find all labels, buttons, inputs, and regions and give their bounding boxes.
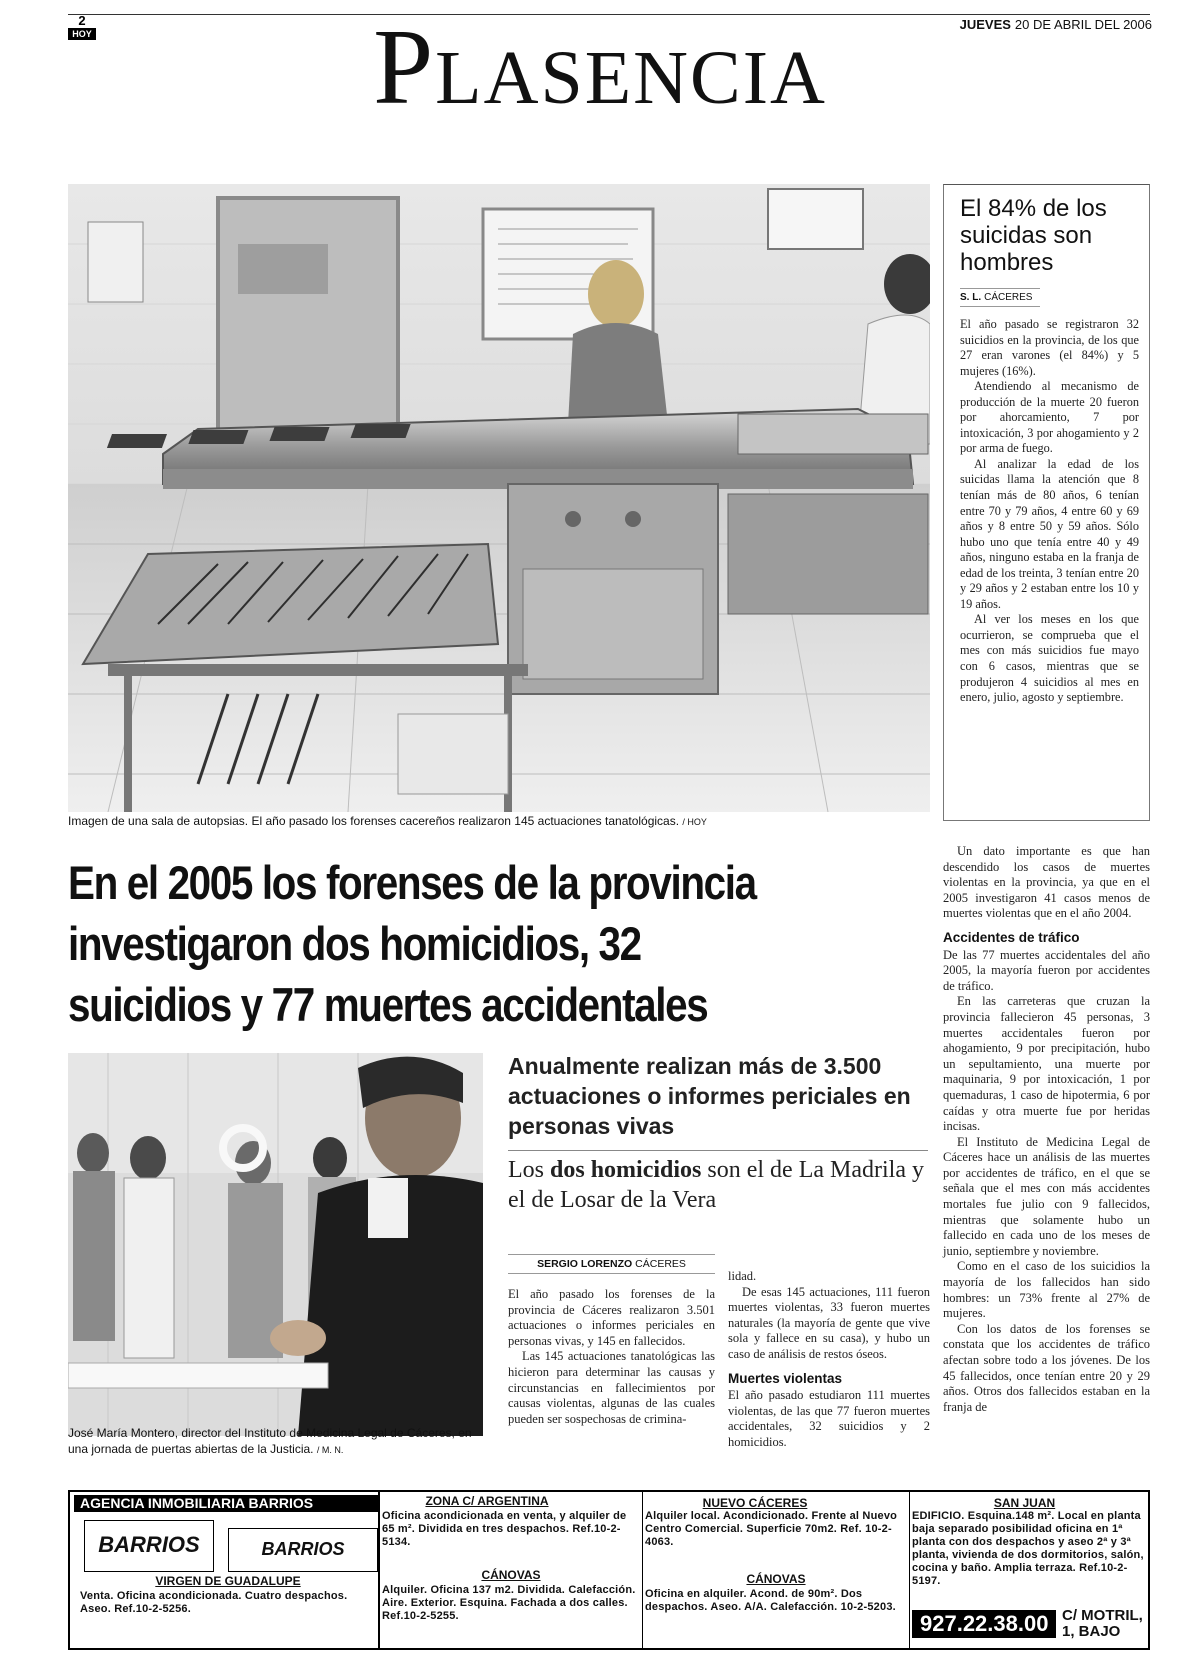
sidebar-body (960, 317, 1139, 706)
article-paragraph: Las 145 actuaciones tanatológicas las hicieron para determinar las causas y circunstancias en fallecimientos por causas violentas, algunas de las cuales pueden ser sospechosas de crimina- (508, 1349, 715, 1426)
ad-zone-heading: CÁNOVAS (746, 1572, 806, 1586)
ad-logo (84, 1520, 214, 1572)
subhead2-post: son el de La Madrila y el de Losar de la Vera (508, 1157, 924, 1213)
photo1-caption (68, 813, 930, 830)
sidebar-paragraph: El año pasado se registraron 32 suicidios en la provincia, de los que 27 eran varones (el 84%) y 5 mujeres (16%). (960, 317, 1139, 378)
ad-listing: Alquiler. Oficina 137 m2. Dividida. Calefacción. Aire. Exterior. Esquina. Fachada a dos calles. Ref.10-2-5255. (382, 1584, 636, 1622)
article-byline (508, 1254, 715, 1274)
masthead-rest: LASENCIA (435, 36, 827, 120)
sidebar-paragraph: Al ver los meses en los que ocurrieron, se comprueba que el mes con más suicidios fue mayo con 6 casos, mientras que se produjeron 4 suicidios al mes en enero, julio, agosto y septiembre. (960, 612, 1139, 705)
page-number: 2 (78, 13, 86, 28)
subhead2-pre: Los (508, 1157, 544, 1183)
masthead-initial: P (373, 8, 436, 127)
ad-zone-heading: VIRGEN DE GUADALUPE (155, 1574, 301, 1588)
photo1-caption-text: Imagen de una sala de autopsias. El año pasado los forenses cacereños realizaron 145 actuaciones tanatológicas. (68, 814, 680, 828)
subhead2-bold: dos homicidios (550, 1157, 702, 1183)
article-paragraph: El Instituto de Medicina Legal de Cáceres hace un análisis de las muertes por accidentes de tráfico, en el que se señala que el mes con más accidentes mortales fue julio con 9 fallecidos, mientras que solamente hubo un fallecido en cada uno de los meses de junio, septiembre y noviembre. (943, 1134, 1150, 1258)
autopsy-room-photo (68, 184, 930, 812)
sidebar-paragraph: Atendiendo al mecanismo de producción de la muerte 20 fueron por ahorcamiento, 7 por intoxicación, 3 por ahogamiento y 2 por arma de fuego. (960, 379, 1139, 456)
ad-divider (642, 1492, 643, 1650)
ad-listing: Oficina acondicionada en venta, y alquiler de 65 m². Dividida en tres despachos. Ref.10-2-5134. (382, 1510, 627, 1548)
subhead: Anualmente realizan más de 3.500 actuaciones o informes periciales en personas vivas (508, 1053, 911, 1139)
ad-zone-heading: NUEVO CÁCERES (702, 1496, 808, 1510)
sidebar-paragraph: Al analizar la edad de los suicidas llama la atención que 8 tenían más de 80 años, 6 tenían entre 70 y 79 años, 4 entre 60 y 69 años y 8 entre 50 y 59 años. Sólo hubo uno que tenía entre 40 y 49 años, ninguno estaba en la franja de edad de los treinta, 3 tenían entre 20 y 29 años y 2 estaban entre los 10 y 19 años. (960, 456, 1139, 611)
ad-logo-text: BARRIOS (261, 1539, 345, 1559)
photo2-caption-text: José María Montero, director del Instituto de Medicina Legal de Cáceres, en una jornada de puertas abiertas de la Justicia. (68, 1426, 472, 1456)
photo2-caption (68, 1425, 488, 1458)
photo2-credit: / M. N. (316, 1445, 344, 1455)
main-headline (68, 852, 808, 1035)
header-rule (68, 14, 1150, 15)
sidebar-box (943, 184, 1150, 821)
photo1-credit: / HOY (682, 817, 707, 827)
article-paragraph: El año pasado los forenses de la provincia de Cáceres realizaron 3.501 actuaciones o informes periciales en personas vivas, y 145 en fallecidos. (508, 1287, 715, 1348)
article-paragraph: El año pasado estudiaron 111 muertes violentas, de las que 77 fueron muertes accidentales, 32 suicidios y 2 homicidios. (728, 1388, 930, 1449)
headline-line: investigaron dos homicidios, 32 (68, 917, 641, 970)
article-column-2 (728, 1269, 930, 1451)
article-paragraph: De esas 145 actuaciones, 111 fueron muertes violentas, 33 fueron muertes naturales (la mayoría de gente que vive sola y fallece en su casa), y hubo un caso de análisis de restos óseos. (728, 1284, 930, 1361)
subhead-rule (508, 1150, 928, 1151)
ad-title: AGENCIA INMOBILIARIA BARRIOS (74, 1495, 378, 1512)
sidebar-byline (960, 288, 1040, 307)
ad-phone: 927.22.38.00 (912, 1610, 1056, 1638)
ad-divider (378, 1492, 380, 1650)
ad-zone-heading: SAN JUAN (993, 1496, 1056, 1510)
article-column-3 (943, 844, 1150, 1415)
article-column-1 (508, 1287, 715, 1427)
article-byline-author: SERGIO LORENZO (537, 1258, 633, 1270)
dateline-day: JUEVES (959, 17, 1011, 32)
article-subheading: Accidentes de tráfico (943, 929, 1080, 945)
secondary-subhead (508, 1155, 938, 1215)
ad-logo-secondary (228, 1528, 378, 1572)
real-estate-ad (68, 1490, 1150, 1650)
article-paragraph: En las carreteras que cruzan la provincia fallecieron 45 personas, 3 muertes accidentales fueron por ahogamiento, 9 por precipitación, hubo un sepultamiento, una muerte por maquinaria, 9 por intoxicación, 1 por quemaduras, 1 caso de hipotermia, 6 por caídas y otra muerte fue por heridas incisas. (943, 994, 1150, 1134)
article-byline-place: CÁCERES (635, 1258, 686, 1270)
publication-tag: HOY (68, 28, 96, 40)
ad-address: C/ MOTRIL, 1, BAJO (1062, 1607, 1143, 1640)
ad-listing: Oficina en alquiler. Acond. de 90m². Dos despachos. Aseo. A/A. Calefacción. 10-2-5203. (645, 1588, 896, 1613)
ad-logo-text: BARRIOS (98, 1532, 200, 1557)
headline-line: En el 2005 los forenses de la provincia (68, 856, 756, 909)
ad-listing: Alquiler local. Acondicionado. Frente al Nuevo Centro Comercial. Superficie 70m2. Ref. 10-2-4063. (645, 1510, 898, 1548)
headline-line: suicidios y 77 muertes accidentales (68, 978, 708, 1031)
ad-listing: Venta. Oficina acondicionada. Cuatro despachos. Aseo. Ref.10-2-5256. (80, 1590, 348, 1615)
article-subheading: Muertes violentas (728, 1370, 843, 1386)
sidebar-byline-author: S. L. (960, 292, 982, 303)
section-masthead (0, 8, 1200, 128)
ad-listing: EDIFICIO. Esquina.148 m². Local en planta baja separado posibilidad oficina en 1ª planta con dos despachos y aseo 2ª y 3ª planta, vivienda de dos dormitorios, salón, cocina y baño. Amplia terraza. Ref.10-2-5197. (912, 1510, 1144, 1587)
dateline-date: 20 DE ABRIL DEL 2006 (1014, 17, 1152, 32)
article-paragraph: De las 77 muertes accidentales del año 2005, la mayoría fueron por accidentes de tráfico. (943, 947, 1150, 993)
article-paragraph: lidad. (728, 1269, 757, 1283)
article-paragraph: Como en el caso de los suicidios la mayoría de los fallecidos han sido hombres: un 73% frente al 27% de mujeres. (943, 1259, 1150, 1321)
article-paragraph: Un dato importante es que han descendido los casos de muertes violentas en la provincia, ya que en el 2005 investigaron 41 casos menos de muertes violentas que en el año 2004. (943, 844, 1150, 921)
article-paragraph: Con los datos de los forenses se constata que los accidentes de tráfico afectan sobre todo a los jóvenes. De los 45 fallecidos, once tenían entre 20 y 29 años. Otros dos fallecidos estaban en la franja de (943, 1321, 1150, 1414)
sidebar-byline-place: CÁCERES (984, 292, 1033, 303)
director-photo (68, 1053, 483, 1436)
ad-divider (909, 1492, 910, 1650)
sidebar-title: El 84% de los suicidas son hombres (960, 195, 1107, 276)
ad-zone-heading: ZONA C/ ARGENTINA (425, 1494, 549, 1508)
ad-zone-heading: CÁNOVAS (481, 1568, 541, 1582)
